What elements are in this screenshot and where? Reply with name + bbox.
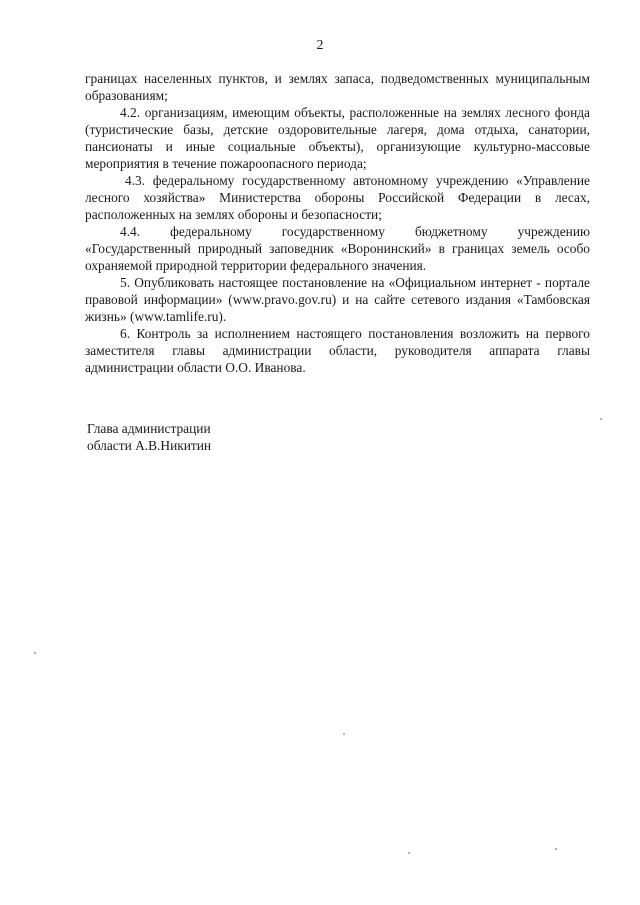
document-body [85, 70, 590, 376]
scan-speck [408, 852, 410, 854]
paragraph-item-4-2: 4.2. организациям, имеющим объекты, расположенные на землях лесного фонда (туристические базы, детские оздоровительные лагеря, дома отдыха, санатории, пансионаты и иные социальные объекты), организующие культурно-массовые мероприятия в течение пожароопасного периода; [85, 105, 590, 171]
scan-speck [343, 733, 345, 735]
page-number: 2 [316, 38, 324, 53]
scan-speck [34, 652, 36, 654]
signature-name: области А.В.Никитин [87, 438, 212, 453]
paragraph-item-5: 5. Опубликовать настоящее постановление на «Официальном интернет - портале правовой информации» (www.pravo.gov.ru) и на сайте сетевого издания «Тамбовская жизнь» (www.tamlife.ru). [85, 275, 590, 324]
signature-block [87, 420, 211, 454]
scan-speck [600, 418, 602, 420]
scan-speck [555, 848, 557, 850]
paragraph-item-4-4: 4.4. федеральному государственному бюджетному учреждению «Государственный природный заповедник «Воронинский» в границах земель особо охраняемой природной территории федерального значения. [85, 224, 590, 273]
paragraph-continuation: границах населенных пунктов, и землях запаса, подведомственных муниципальным образованиям; [85, 71, 590, 103]
paragraph-item-6: 6. Контроль за исполнением настоящего постановления возложить на первого заместителя главы администрации области, руководителя аппарата главы администрации области О.О. Иванова. [85, 326, 590, 375]
paragraph-item-4-3: 4.3. федеральному государственному автономному учреждению «Управление лесного хозяйства» Министерства обороны Российской Федерации в лесах, расположенных на землях обороны и безопасности; [85, 173, 590, 222]
signature-title: Глава администрации [87, 421, 211, 436]
